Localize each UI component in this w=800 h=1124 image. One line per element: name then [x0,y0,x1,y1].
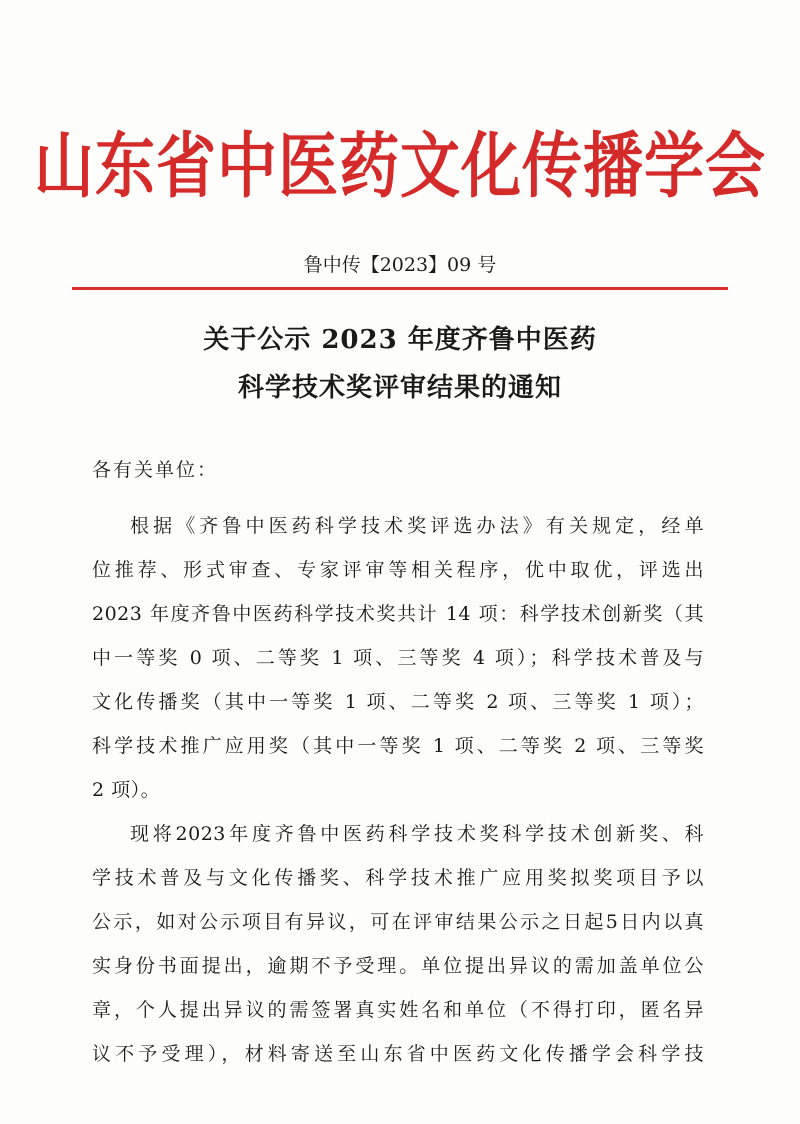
paragraph-line: 学技术普及与文化传播奖、科学技术推广应用奖拟奖项目予以 [92,867,704,889]
notice-title-line-1: 关于公示 2023 年度齐鲁中医药 [203,325,597,355]
salutation: 各有关单位： [92,459,219,481]
organization-masthead: 山东省中医药文化传播学会 [34,125,766,209]
paragraph-line: 根据《齐鲁中医药科学技术奖评选办法》有关规定，经单 [130,515,704,537]
paragraph-line: 科学技术推广应用奖（其中一等奖 1 项、二等奖 2 项、三等奖 [92,735,704,757]
paragraph-line: 现将2023年度齐鲁中医药科学技术奖科学技术创新奖、科 [130,823,704,845]
paragraph-line: 章，个人提出异议的需签署真实姓名和单位（不得打印，匿名异 [92,999,704,1021]
body-paragraph-2 [92,812,704,1076]
notice-title-line-2: 科学技术奖评审结果的通知 [237,373,562,403]
document-number: 鲁中传【2023】09 号 [303,254,497,276]
paragraph-line: 2023 年度齐鲁中医药科学技术奖共计 14 项：科学技术创新奖（其 [92,603,704,625]
paragraph-line: 中一等奖 0 项、二等奖 1 项、三等奖 4 项）；科学技术普及与 [92,647,704,669]
paragraph-line: 公示，如对公示项目有异议，可在评审结果公示之日起5日内以真 [92,911,704,933]
paragraph-line: 位推荐、形式审查、专家评审等相关程序，优中取优，评选出 [92,559,704,581]
paragraph-line: 实身份书面提出，逾期不予受理。单位提出异议的需加盖单位公 [92,955,704,977]
paragraph-line: 2 项）。 [92,779,161,801]
paragraph-line: 议不予受理），材料寄送至山东省中医药文化传播学会科学技 [92,1043,704,1065]
body-paragraph-1 [92,504,704,812]
red-divider-line [72,287,728,290]
paragraph-line: 文化传播奖（其中一等奖 1 项、二等奖 2 项、三等奖 1 项）； [92,691,704,713]
